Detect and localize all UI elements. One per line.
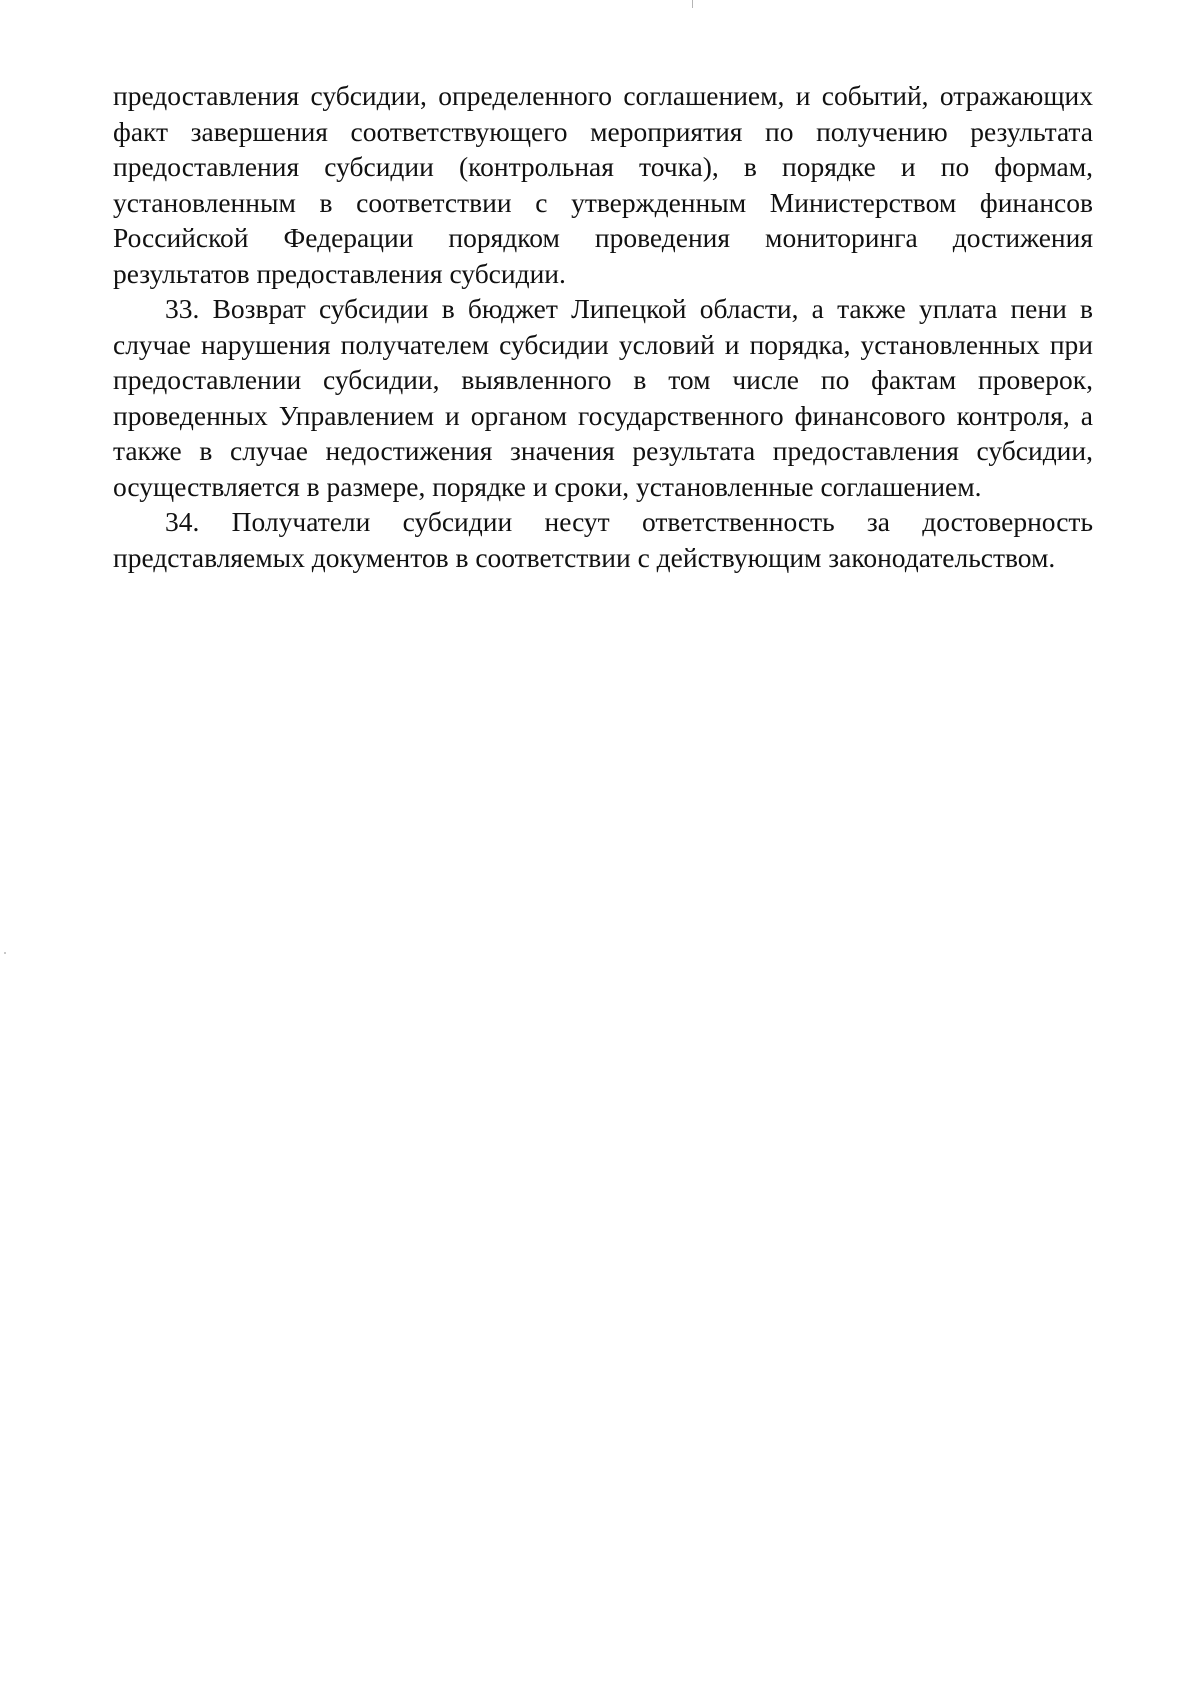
paragraph-item-33: 33. Возврат субсидии в бюджет Липецкой области, а также уплата пени в случае нарушения получателем субсидии условий и порядка, установленных при предоставлении субсидии, выявленного в том числе по фактам проверок, проведенных Управлением и органом государственного финансового контроля, а также в случае недостижения значения результата предоставления субсидии, осуществляется в размере, порядке и сроки, установленные соглашением. — [113, 293, 1093, 502]
document-body — [113, 78, 1093, 575]
scan-artifact-dot — [4, 952, 6, 954]
paragraph-item-34: 34. Получатели субсидии несут ответственность за достоверность представляемых документов в соответствии с действующим законодательством. — [113, 506, 1093, 573]
paragraph-continuation: предоставления субсидии, определенного соглашением, и событий, отражающих факт завершения соответствующего мероприятия по получению результата предоставления субсидии (контрольная точка), в порядке и по формам, установленным в соответствии с утвержденным Министерством финансов Российской Федерации порядком проведения мониторинга достижения результатов предоставления субсидии. — [113, 80, 1093, 289]
scan-artifact-mark — [692, 0, 693, 8]
